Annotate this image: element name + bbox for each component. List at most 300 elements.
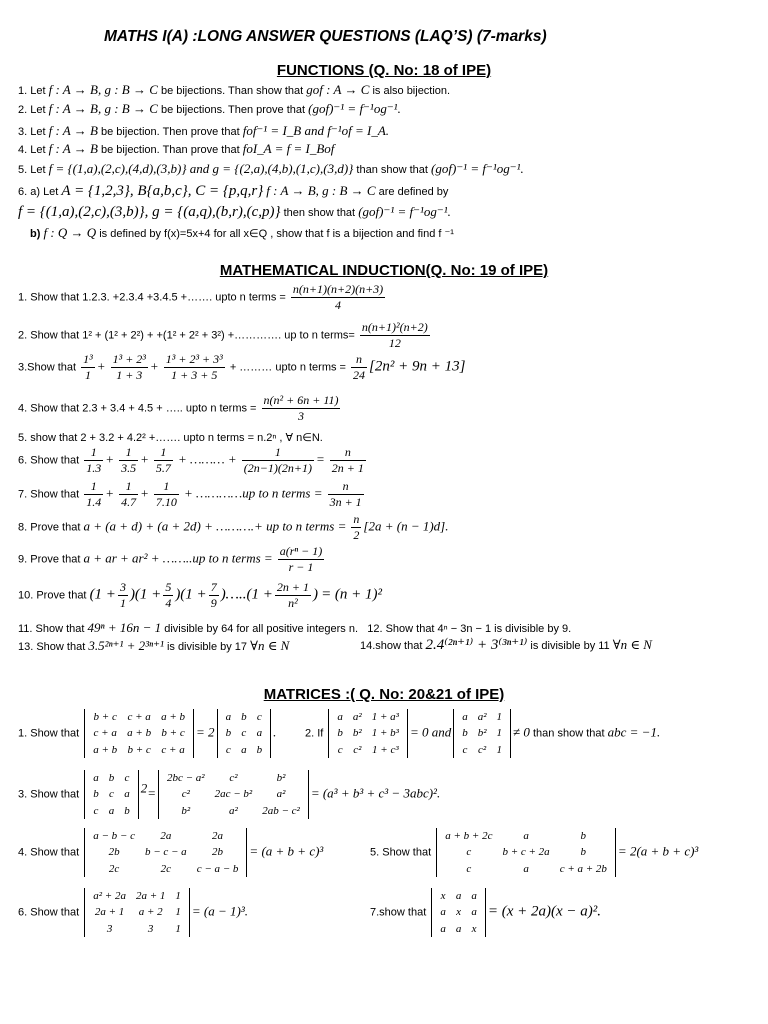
determinant-row — [88, 786, 135, 802]
functions-q1 — [18, 82, 450, 99]
determinant-row — [435, 921, 482, 937]
determinant-entry: c + a — [127, 711, 151, 723]
determinant-entry: c² — [181, 788, 190, 801]
fraction — [84, 445, 103, 476]
math-expr: (gof)⁻¹ = f⁻¹og⁻¹. — [431, 161, 524, 176]
math-expr: gof : A → C — [306, 82, 370, 97]
determinant-row — [88, 828, 243, 844]
q-label: 14.show that — [360, 640, 423, 652]
math-expr: 2 — [140, 780, 148, 796]
fraction — [351, 352, 367, 383]
induction-q1 — [18, 282, 387, 313]
frac-num: 1 — [119, 445, 138, 461]
determinant-entry: 2a — [212, 830, 224, 842]
math-expr: = (a³ + b³ + c³ − 3abc)². — [310, 785, 441, 801]
determinant — [84, 709, 194, 758]
math-expr: [2n² + 9n + 13] — [369, 358, 466, 375]
math-expr: f = {(1,a),(2,c),(4,d),(3,b)} and g = {(2,a),(4,b),(1,c),(3,d)} — [48, 161, 354, 176]
determinant-entry: a — [523, 862, 529, 875]
determinant-entry: c — [241, 727, 247, 740]
determinant-entry: 2c — [160, 862, 172, 875]
q-label: 6. a) Let — [18, 186, 59, 198]
q-text: 4. Show that 2.3 + 3.4 + 4.5 + ….. upto n terms = — [18, 402, 257, 415]
frac-num: 1 — [154, 479, 179, 495]
determinant-entry: a — [124, 788, 130, 801]
determinant-row — [457, 709, 507, 725]
frac-den: r − 1 — [288, 560, 314, 574]
determinant-entry: c − a − b — [196, 862, 239, 875]
q-label: 11. Show that — [18, 623, 85, 635]
q-label: b) — [30, 228, 41, 240]
determinant-entry: c + a — [93, 727, 117, 740]
frac-num: 1 — [242, 445, 314, 461]
fraction — [275, 580, 311, 611]
q-label: 13. Show that — [18, 641, 86, 653]
frac-num: 2n + 1 — [276, 580, 309, 594]
determinant-entry: x — [456, 906, 462, 919]
determinant-entry: a² — [477, 711, 487, 723]
math-expr: f : A → B, g : B → C — [48, 82, 158, 97]
determinant-entry: b — [580, 846, 587, 859]
determinant-row — [435, 904, 482, 920]
determinant-entry: b — [256, 743, 263, 756]
fraction — [111, 352, 148, 383]
frac-den: 2n + 1 — [331, 461, 364, 475]
fraction — [262, 393, 341, 424]
frac-num: 5 — [165, 580, 172, 594]
determinant-row — [162, 770, 305, 786]
fraction — [330, 445, 366, 476]
matrices-heading-text: MATRICES :( Q. No: 20&21 of IPE) — [263, 686, 505, 703]
determinant-entry: a — [523, 830, 529, 842]
determinant-entry: 2bc − a² — [167, 772, 205, 784]
q-label: 3.Show that — [18, 361, 77, 374]
determinant-row — [88, 725, 190, 741]
math-expr: 2.4⁽²ⁿ⁺¹⁾ + 3⁽³ⁿ⁺¹⁾ — [425, 637, 528, 653]
math-expr: (gof)⁻¹ = f⁻¹og⁻¹. — [308, 101, 401, 116]
determinant-row — [221, 709, 268, 725]
matrices-q3: 3. Show that a b c b c a c a b $^2$= 2bc − a² c² b² c² 2ac − b² a² b² a² 2ab − c² = (a³ + b³ + c³ − 3abc)². — [18, 770, 440, 819]
determinant-entry: b² — [181, 804, 191, 817]
matrices-q2 — [305, 709, 660, 758]
frac-den: (2n−1)(2n+1) — [243, 461, 312, 475]
functions-q6a-cont — [18, 203, 451, 223]
frac-den: 24 — [353, 368, 366, 382]
q-label: 1. Let — [18, 85, 46, 97]
determinant-entry: c — [93, 804, 99, 817]
math-expr: = (x + 2a)(x − a)². — [487, 903, 601, 920]
math-expr: = 0 and — [409, 724, 452, 740]
math-expr: ≠ 0 — [513, 724, 530, 740]
math-expr: + …………up to n terms = — [183, 485, 323, 501]
frac-den: 1 + 3 + 5 — [171, 368, 218, 382]
frac-num: n(n+1)²(n+2) — [361, 320, 428, 334]
q-text: than show that — [356, 164, 428, 176]
determinant-row — [457, 742, 507, 758]
math-expr: f : Q → Q — [43, 225, 97, 240]
q-text: be bijections. Then prove that — [160, 104, 306, 116]
determinant-entry: b — [93, 788, 99, 801]
functions-q6a — [18, 182, 448, 202]
frac-den: 4.7 — [121, 495, 137, 509]
frac-den: 3 — [298, 409, 304, 423]
frac-num: 1 — [119, 479, 138, 495]
q-label: 1. Show that — [18, 727, 80, 740]
determinant-entry: b + c — [127, 743, 151, 756]
determinant-entry: c² — [229, 772, 238, 784]
frac-num: 1³ — [83, 352, 93, 366]
determinant-row — [457, 725, 507, 741]
q-text: 5. show that 2 + 3.2 + 4.2² +……. upto n terms = n.2ⁿ , ∀ n∈N. — [18, 432, 323, 444]
frac-den: 1.4 — [86, 495, 102, 509]
q-text: are defined by — [378, 186, 449, 198]
determinant-entry: a + b + 2c — [445, 830, 493, 842]
determinant-row — [88, 742, 190, 758]
determinant-entry: 3 — [106, 922, 113, 935]
determinant-row — [440, 828, 612, 844]
frac-num: n — [330, 445, 366, 461]
determinant-entry: 2ab − c² — [262, 804, 300, 817]
determinant-entry: 1 + c³ — [372, 743, 399, 756]
determinant-entry: b — [108, 772, 115, 784]
determinant-entry: a² — [229, 804, 238, 817]
q-label: 6. Show that — [18, 454, 80, 467]
determinant-entry: 2a + 1 — [135, 890, 166, 902]
frac-num: 1³ + 2³ — [112, 352, 146, 366]
math-expr: [2a + (n − 1)d]. — [363, 518, 449, 534]
frac-num: 1 — [154, 445, 173, 461]
determinant-row — [440, 861, 612, 877]
determinant-entry: b + c — [93, 711, 117, 723]
q-label: 5. Show that — [370, 846, 432, 859]
math-expr: 3.5²ⁿ⁺¹ + 2³ⁿ⁺¹ — [88, 638, 164, 653]
determinant-row — [332, 709, 404, 725]
determinant-entry: a — [440, 906, 446, 919]
q-label: 4. Let — [18, 144, 46, 156]
math-expr: . — [273, 724, 277, 740]
determinant-entry: a + b — [161, 711, 186, 723]
determinant-entry: a — [462, 711, 468, 723]
determinant — [158, 770, 309, 819]
functions-q6b — [30, 225, 454, 242]
determinant-entry: 1 + a³ — [371, 711, 399, 723]
fraction — [119, 479, 138, 510]
q-text: be bijection. Then prove that — [101, 126, 240, 138]
determinant-entry: 2b — [212, 846, 224, 859]
q-label: 6. Show that — [18, 906, 80, 919]
fraction — [291, 282, 385, 313]
determinant-row — [221, 742, 268, 758]
determinant-entry: b² — [352, 727, 362, 740]
induction-q7: 7. Show that $\frac{1}{1.4}$ + $\frac{1}{4.7}$ + $\frac{1}{7.10}$ + …………up to n terms = $\frac{n}{3n + 1}$ — [18, 479, 362, 509]
math-expr: = (a − 1)³. — [191, 903, 248, 919]
q-label: 2. Let — [18, 104, 46, 116]
math-expr: = 2(a + b + c)³ — [617, 843, 699, 859]
math-expr: a + ar + ar² + ……..up to n terms = — [83, 550, 273, 566]
determinant-entry: a + 2 — [138, 906, 163, 919]
fraction — [154, 479, 179, 510]
functions-heading-text: FUNCTIONS (Q. No: 18 of IPE) — [276, 62, 492, 79]
frac-den: 3.5 — [121, 461, 137, 475]
fraction — [278, 544, 325, 575]
determinant-row — [88, 803, 135, 819]
frac-den: 1.3 — [86, 461, 102, 475]
fraction — [328, 479, 364, 510]
induction-q13 — [18, 638, 289, 655]
determinant-entry: a² — [352, 711, 362, 723]
math-expr: a + (a + d) + (a + 2d) + ……….+ up to n terms = — [83, 518, 347, 534]
determinant-entry: c — [109, 788, 114, 801]
fraction — [164, 352, 225, 383]
frac-num: n — [353, 512, 360, 526]
induction-q8 — [18, 512, 448, 543]
induction-heading — [0, 262, 768, 279]
matrices-heading — [0, 686, 768, 703]
frac-num: 1³ + 2³ + 3³ — [165, 352, 223, 366]
determinant-entry: c — [256, 711, 262, 723]
determinant-entry: b — [337, 727, 343, 740]
determinant-row — [88, 904, 186, 920]
q-label: 3. Show that — [18, 788, 80, 801]
determinant-entry: a — [440, 922, 446, 935]
matrices-q5 — [370, 828, 698, 877]
determinant — [84, 888, 190, 937]
determinant-entry: c — [124, 772, 130, 784]
fraction — [81, 352, 95, 383]
frac-den: 12 — [388, 336, 401, 350]
frac-num: 1 — [84, 445, 103, 461]
math-expr: A = {1,2,3}, B{a,b,c}, C = {p,q,r} — [61, 183, 264, 199]
determinant-entry: b — [462, 727, 468, 740]
determinant-row — [162, 786, 305, 802]
induction-q10: 10. Prove that (1 + $\frac{3}{1}$ )(1 + $\frac{5}{4}$ )(1 + $\frac{7}{9}$ )…..(1 + $\frac{2n + 1}{\text{n²}}$ ) = (n + 1)² — [18, 580, 383, 610]
math-expr: ∀n ∈ N — [612, 637, 652, 652]
q-label: 3. Let — [18, 126, 46, 138]
q-text: be bijections. Than show that — [160, 85, 304, 97]
matrices-q1 — [18, 709, 276, 758]
math-expr: = 2 — [196, 724, 215, 740]
math-expr: abc = −1. — [607, 724, 661, 740]
determinant-entry: b — [124, 804, 130, 817]
determinant-entry: b − c − a — [144, 846, 187, 859]
matrices-q4 — [18, 828, 323, 877]
math-expr: = (a + b + c)³ — [249, 843, 324, 859]
determinant-entry: a + b — [93, 743, 118, 756]
q-text: than show that — [533, 727, 605, 740]
determinant-entry: 1 — [175, 906, 181, 919]
q-label: 7. Show that — [18, 488, 80, 501]
determinant-entry: a — [241, 743, 247, 756]
determinant-entry: c — [466, 862, 472, 875]
determinant — [328, 709, 408, 758]
determinant-entry: c — [225, 743, 231, 756]
frac-num: 1 — [84, 479, 103, 495]
determinant-entry: x — [440, 890, 446, 902]
q-text: then show that — [283, 207, 356, 219]
frac-num: n — [351, 352, 367, 368]
induction-q14 — [360, 636, 652, 656]
frac-den: n² — [288, 596, 298, 610]
matrices-q7 — [370, 888, 601, 937]
fraction — [163, 580, 173, 611]
determinant-entry: 3 — [147, 922, 154, 935]
frac-den: 9 — [210, 596, 217, 610]
math-expr: f : A → B — [48, 141, 98, 156]
determinant-entry: c² — [353, 743, 362, 756]
q-text: is divisible by 17 — [166, 641, 248, 653]
frac-den: 2 — [353, 528, 360, 542]
determinant-entry: c — [337, 743, 343, 756]
induction-q5 — [18, 431, 323, 445]
q-text: divisible by 64 for all positive integers n. — [164, 623, 359, 635]
fraction — [119, 445, 138, 476]
determinant-entry: a — [108, 804, 115, 817]
determinant-entry: a + b — [127, 727, 152, 740]
determinant-row — [88, 921, 186, 937]
frac-den: 1 — [84, 368, 91, 382]
determinant-entry: a — [455, 890, 462, 902]
determinant-entry: a — [256, 727, 263, 740]
determinant-entry: c — [466, 846, 472, 859]
q-label: 4. Show that — [18, 846, 80, 859]
math-expr: = (n + 1)² — [321, 586, 383, 603]
induction-q9 — [18, 544, 326, 575]
determinant — [431, 888, 486, 937]
determinant-entry: b² — [477, 727, 487, 740]
q-label: 8. Prove that — [18, 521, 81, 534]
matrices-q6 — [18, 888, 248, 937]
determinant-entry: a — [471, 906, 477, 919]
fraction — [118, 580, 128, 611]
math-expr: + ……… + — [177, 451, 237, 467]
frac-num: n — [328, 479, 364, 495]
math-expr: 49ⁿ + 16n − 1 — [87, 620, 162, 635]
q-text: is also bijection. — [372, 85, 451, 97]
determinant — [453, 709, 511, 758]
determinant-entry: c² — [478, 743, 487, 756]
determinant-entry: b — [225, 727, 232, 740]
math-expr: f : A → B, g : B → C — [48, 101, 158, 116]
determinant-entry: 2c — [108, 862, 120, 875]
q-text: 1. Show that 1.2.3. +2.3.4 +3.4.5 +……. upto n terms = — [18, 291, 286, 304]
determinant-entry: 2a — [160, 830, 172, 842]
determinant-entry: a² + 2a — [93, 890, 126, 902]
frac-den: 1 — [119, 596, 126, 610]
fraction — [242, 445, 314, 476]
determinant-row — [332, 725, 404, 741]
page-title: MATHS I(A) :LONG ANSWER QUESTIONS (LAQ’S) (7-marks) — [104, 28, 547, 45]
determinant-row — [88, 888, 186, 904]
q-label: 7.show that — [370, 906, 427, 919]
math-expr: ∀n ∈ N — [250, 638, 290, 653]
induction-q3: 3.Show that $\frac{\text{1³}}{1}$ + $\frac{\text{1³ + 2³}}{1 + 3}$ + $\frac{\text{1³ + 2³ + 3³}}{1 + 3 + 5}$ + ……… upto n terms = $\frac{n}{24}$ [2n² + 9n + 13] — [18, 352, 466, 382]
determinant — [436, 828, 616, 877]
determinant-entry: 1 — [496, 727, 503, 740]
q-text: 12. Show that 4ⁿ − 3n − 1 is divisible by 9. — [367, 623, 572, 635]
frac-num: a(rⁿ − 1) — [279, 544, 323, 558]
q-label: 9. Prove that — [18, 553, 81, 566]
determinant-row — [221, 725, 268, 741]
frac-den: 4 — [335, 298, 342, 312]
frac-den: 5.7 — [155, 461, 171, 475]
q-label: 10. Prove that — [18, 589, 87, 602]
functions-q2 — [18, 101, 401, 118]
determinant-entry: b — [580, 830, 587, 842]
math-expr: (gof)⁻¹ = f⁻¹og⁻¹. — [358, 204, 451, 219]
determinant-row — [162, 803, 305, 819]
determinant-entry: a — [93, 772, 99, 784]
determinant-entry: b + c + 2a — [502, 846, 550, 859]
induction-q2 — [18, 320, 432, 351]
determinant-entry: a − b − c — [93, 830, 135, 842]
determinant-entry: c — [462, 743, 468, 756]
frac-num: 3 — [119, 580, 126, 594]
determinant-entry: b² — [276, 772, 286, 784]
induction-heading-text: MATHEMATICAL INDUCTION(Q. No: 19 of IPE) — [219, 262, 549, 279]
determinant-entry: 2ac − b² — [214, 788, 253, 801]
determinant-entry: 1 — [175, 922, 181, 935]
determinant-entry: 1 — [175, 890, 181, 902]
q-label: 5. Let — [18, 164, 46, 176]
fraction — [360, 320, 430, 351]
determinant-entry: 2a + 1 — [94, 906, 125, 919]
determinant-entry: a — [471, 890, 477, 902]
functions-q3 — [18, 123, 389, 140]
determinant-row — [88, 709, 190, 725]
determinant-entry: 1 — [496, 711, 503, 723]
functions-q4 — [18, 141, 334, 158]
determinant-row — [332, 742, 404, 758]
fraction — [154, 445, 173, 476]
induction-q4 — [18, 393, 342, 424]
fraction — [351, 512, 361, 543]
determinant-entry: x — [471, 922, 477, 935]
q-label: 2. If — [305, 727, 324, 740]
functions-q5 — [18, 161, 524, 178]
determinant — [84, 828, 247, 877]
determinant-entry: a — [225, 711, 232, 723]
math-expr: foI_A = f = I_Bof — [242, 141, 335, 156]
frac-den: 1 + 3 — [116, 368, 143, 382]
determinant-entry: c + a + 2b — [559, 862, 607, 875]
frac-num: n(n+1)(n+2)(n+3) — [292, 282, 384, 296]
determinant-entry: b — [241, 711, 247, 723]
determinant-entry: 1 + b³ — [371, 727, 399, 740]
math-expr: f = {(1,a),(2,c),(3,b)}, g = {(a,q),(b,r),(c,p)} — [18, 204, 281, 220]
determinant — [217, 709, 272, 758]
determinant-entry: b + c — [161, 727, 185, 740]
determinant-entry: a — [455, 922, 462, 935]
q-text: 2. Show that 1² + (1² + 2²) + +(1² + 2² + 3²) +…………. up to n terms= — [18, 329, 355, 342]
determinant-entry: 2b — [108, 846, 120, 859]
frac-num: n(n² + 6n + 11) — [263, 393, 339, 407]
q-text: is defined by f(x)=5x+4 for all x∈Q , show that f is a bijection and find f ⁻¹ — [99, 228, 454, 240]
frac-den: 3n + 1 — [329, 495, 362, 509]
frac-num: 7 — [210, 580, 217, 594]
determinant-entry: 1 — [496, 743, 503, 756]
determinant — [84, 770, 139, 819]
q-text: is divisible by 11 — [530, 640, 610, 652]
determinant-entry: a — [337, 711, 343, 723]
math-expr: f : A → B — [48, 123, 98, 138]
frac-den: 7.10 — [155, 495, 177, 509]
induction-q6: 6. Show that $\frac{1}{1.3}$ + $\frac{1}{3.5}$ + $\frac{1}{5.7}$ + ……… + $\frac{1}{(2n-1)(2n+1)}$ = $\frac{n}{2n + 1}$ — [18, 445, 364, 475]
determinant-row — [440, 844, 612, 860]
determinant-entry: a² — [276, 788, 286, 801]
math-expr: f : A → B, g : B → C — [266, 183, 376, 198]
determinant-row — [88, 770, 135, 786]
determinant-entry: c + a — [161, 743, 185, 756]
